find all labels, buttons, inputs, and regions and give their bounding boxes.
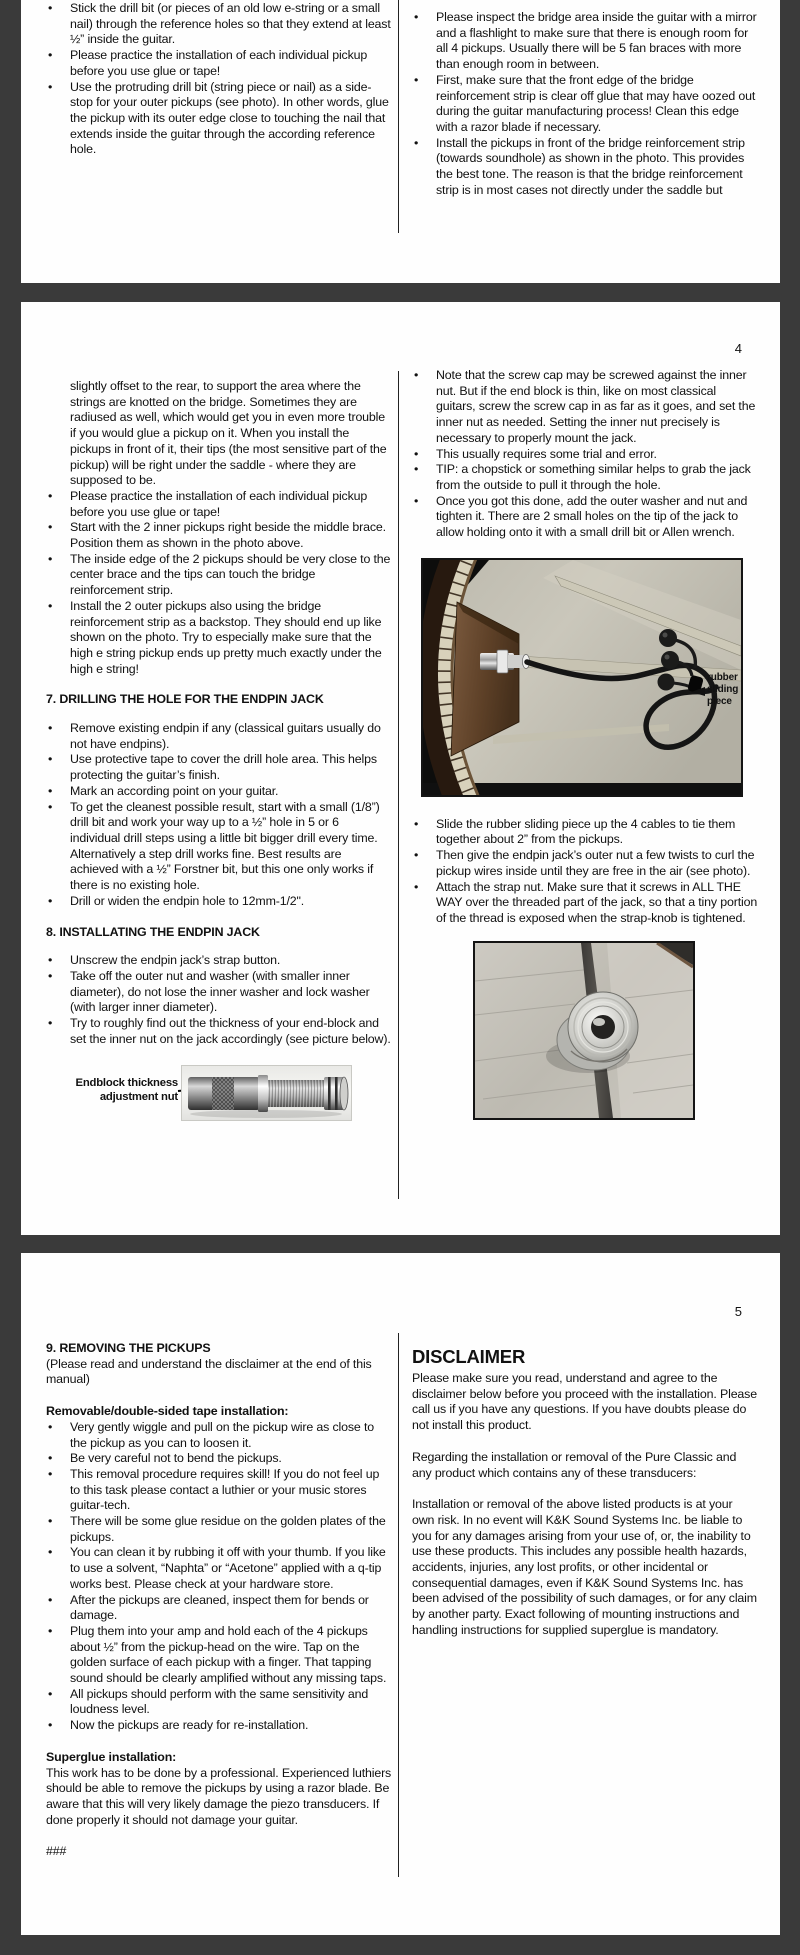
bullet-item: • Now the pickups are ready for re-installation. — [46, 1718, 392, 1734]
bullet-item: • Note that the screw cap may be screwed against the inner nut. But if the end block is thin, like on most classical guitars, screw the screw cap in as far as it goes, and set the inner nut as needed. Setting the inner nut precisely is necessary to properly mount the jack. — [412, 368, 758, 447]
bullet-item: • Plug them into your amp and hold each of the 4 pickups about ½” from the pickup-head on the wire. Tap on the golden surface of each pickup with a finger. That tapping sound should be clearly amplified without any missing taps. — [46, 1624, 392, 1687]
bullet-item: • Then give the endpin jack’s outer nut a few twists to curl the pickup wires inside until they are free in the air (see photo). — [412, 848, 758, 879]
heading-note: (Please read and understand the disclaimer at the end of this manual) — [46, 1356, 372, 1387]
bullet-item: • All pickups should perform with the same sensitivity and loudness level. — [46, 1687, 392, 1718]
bullet-item: • Start with the 2 inner pickups right beside the middle brace. Position them as shown in the photo above. — [46, 520, 392, 551]
bullet-item: • Once you got this done, add the outer washer and nut and tighten it. There are 2 small holes on the tip of the jack to allow holding onto it with a small drill bit or Allen wrench. — [412, 494, 758, 541]
bullet-item: • Drill or widen the endpin hole to 12mm-1/2". — [46, 894, 392, 910]
strap-nut-photo — [473, 941, 695, 1120]
manual-page-5 — [21, 1253, 780, 1935]
bullet-item: • The inside edge of the 2 pickups should be very close to the center brace and the tips can touch the bridge reinforcement strip. — [46, 552, 392, 599]
column-divider — [398, 371, 399, 1199]
manual-page-3 — [21, 0, 780, 283]
page5-left-column — [46, 1341, 392, 1860]
disclaimer-heading: DISCLAIMER — [412, 1346, 526, 1367]
guitar-interior-photo — [421, 558, 743, 797]
bullet-item: • First, make sure that the front edge of the bridge reinforcement strip is clear off glue that may have oozed out during the guitar manufacturing process! Clean this edge with a razor blade if necessary. — [412, 73, 758, 136]
page4-left-column — [46, 379, 392, 1121]
bullet-item: • Unscrew the endpin jack’s strap button. — [46, 953, 392, 969]
bullet-item: • This usually requires some trial and error. — [412, 447, 758, 463]
section-heading-7: 7. DRILLING THE HOLE FOR THE ENDPIN JACK — [46, 692, 324, 707]
page3-left-column — [46, 1, 392, 158]
disclaimer-paragraph: Regarding the installation or removal of the Pure Classic and any product which contains any of these transducers: — [412, 1449, 737, 1480]
bullet-item: • Install the 2 outer pickups also using the bridge reinforcement strip as a backstop. They should end up like shown on the photo. Try to especially make sure that the high e string pickup ends up pretty much exactly under the high e string! — [46, 599, 392, 678]
bullet-item: • Take off the outer nut and washer (with smaller inner diameter), do not lose the inner washer and lock washer (with larger inner diameter). — [46, 969, 392, 1016]
bullet-item: • After the pickups are cleaned, inspect them for bends or damage. — [46, 1593, 392, 1624]
bullet-item: • Use protective tape to cover the drill hole area. This helps protecting the guitar’s finish. — [46, 752, 392, 783]
superglue-paragraph: This work has to be done by a professional. Experienced luthiers should be able to remove the pickups by using a razor blade. Be aware that this will very likely damage the piezo transducers. If done properly it should not damage your guitar. — [46, 1765, 392, 1827]
bullet-item: • You can clean it by rubbing it off with your thumb. If you like to use a solvent, “Naphta” or “Acetone” applied with a q-tip works best. Please check at your hardware store. — [46, 1545, 392, 1592]
endpin-jack-photo — [181, 1065, 352, 1121]
bullet-item: • Very gently wiggle and pull on the pickup wire as close to the pickup as you can to loosen it. — [46, 1420, 392, 1451]
page3-right-column — [412, 10, 758, 198]
bullet-item: • Please practice the installation of each individual pickup before you use glue or tape! — [46, 48, 392, 79]
bullet-item: • Please practice the installation of each individual pickup before you use glue or tape! — [46, 489, 392, 520]
bullet-item: • Use the protruding drill bit (string piece or nail) as a side-stop for your outer pickups (see photo). In other words, glue the pickup with its outer edge close to touching the nail that extends inside the guitar through the according reference hole. — [46, 80, 392, 159]
bullet-item: • Remove existing endpin if any (classical guitars usually do not have endpins). — [46, 721, 392, 752]
end-mark: ### — [46, 1844, 67, 1859]
paragraph-continuation: slightly offset to the rear, to support the area where the strings are knotted on the bridge. Sometimes they are radiused as well, which would get you in even more trouble if you would glue a pickup on it. When you install the pickups in front of it, their tips (the most sensitive part of the pickup) will be right under the saddle - where they are supposed to be. — [70, 379, 387, 488]
page5-right-column — [412, 1345, 758, 1639]
rubber-sliding-piece-label: rubber sliding piece — [707, 671, 739, 707]
manual-page-4 — [21, 302, 780, 1235]
bullet-item: • Please inspect the bridge area inside the guitar with a mirror and a flashlight to make sure that there is enough room for all 4 pickups. Usually there will be 5 fan braces with more than enough room in between. — [412, 10, 758, 73]
page4-right-column — [412, 368, 758, 1120]
bullet-item: • Be very careful not to bend the pickups. — [46, 1451, 392, 1467]
page-number: 4 — [734, 341, 742, 356]
bullet-item: • To get the cleanest possible result, start with a small (1/8”) drill bit and work your way up to a ½” hole in 5 or 6 individual drill steps using a little bit bigger drill every time. Alternatively a step drill works fine. Best results are achieved with a ½” Forstner bit, but this one only works if there is no existing hole. — [46, 800, 392, 894]
bullet-item: • This removal procedure requires skill! If you do not feel up to this task please contact a luthier or your music stores guitar-tech. — [46, 1467, 392, 1514]
bullet-item: • There will be some glue residue on the golden plates of the pickups. — [46, 1514, 392, 1545]
endpin-jack-photo-caption: Endblock thickness adjustment nut — [75, 1077, 178, 1104]
disclaimer-paragraph: Installation or removal of the above listed products is at your own risk. In no event will K&K Sound Systems Inc. be liable to you for any damages arising from your use of, or, the inability to use these products. This includes any possible health hazards, accidents, injuries, any lost profits, or other incidental or consequential damages, even if K&K Sound Systems Inc. has been advised of the possibility of such damages, or for any claim by another party. Exact following of mounting instructions and handling instructions for supplied superglue is mandatory. — [412, 1497, 757, 1637]
bullet-item: • Install the pickups in front of the bridge reinforcement strip (towards soundhole) as shown in the photo. This provides the best tone. The reason is that the bridge reinforcement strip is in most cases not directly under the saddle but — [412, 136, 758, 199]
bullet-item: • Try to roughly find out the thickness of your end-block and set the inner nut on the jack accordingly (see picture below). — [46, 1016, 392, 1047]
section-heading-9: 9. REMOVING THE PICKUPS — [46, 1341, 211, 1355]
bullet-item: • Slide the rubber sliding piece up the 4 cables to tie them together about 2” from the pickups. — [412, 817, 758, 848]
disclaimer-paragraph: Please make sure you read, understand and agree to the disclaimer below before you proceed with the installation. Please call us if you have any questions. If you have doubts please do not install this product. — [412, 1371, 757, 1433]
bullet-item: • Mark an according point on your guitar. — [46, 784, 392, 800]
bullet-item: • Stick the drill bit (or pieces of an old low e-string or a small nail) through the reference holes so that they extend at least ½” inside the guitar. — [46, 1, 392, 48]
column-divider — [398, 1333, 399, 1877]
endpin-jack-figure — [46, 1065, 392, 1121]
section-heading-8: 8. INSTALLATING THE ENDPIN JACK — [46, 924, 260, 939]
bullet-item: • TIP: a chopstick or something similar helps to grab the jack from the outside to pull it through the hole. — [412, 462, 758, 493]
page-number: 5 — [734, 1304, 742, 1319]
bullet-item: • Attach the strap nut. Make sure that it screws in ALL THE WAY over the threaded part of the jack, so that a tiny portion of the thread is exposed when the strap-knob is tightened. — [412, 880, 758, 927]
superglue-installation-heading: Superglue installation: — [46, 1749, 177, 1764]
column-divider — [398, 0, 399, 233]
tape-installation-heading: Removable/double-sided tape installation: — [46, 1404, 289, 1419]
